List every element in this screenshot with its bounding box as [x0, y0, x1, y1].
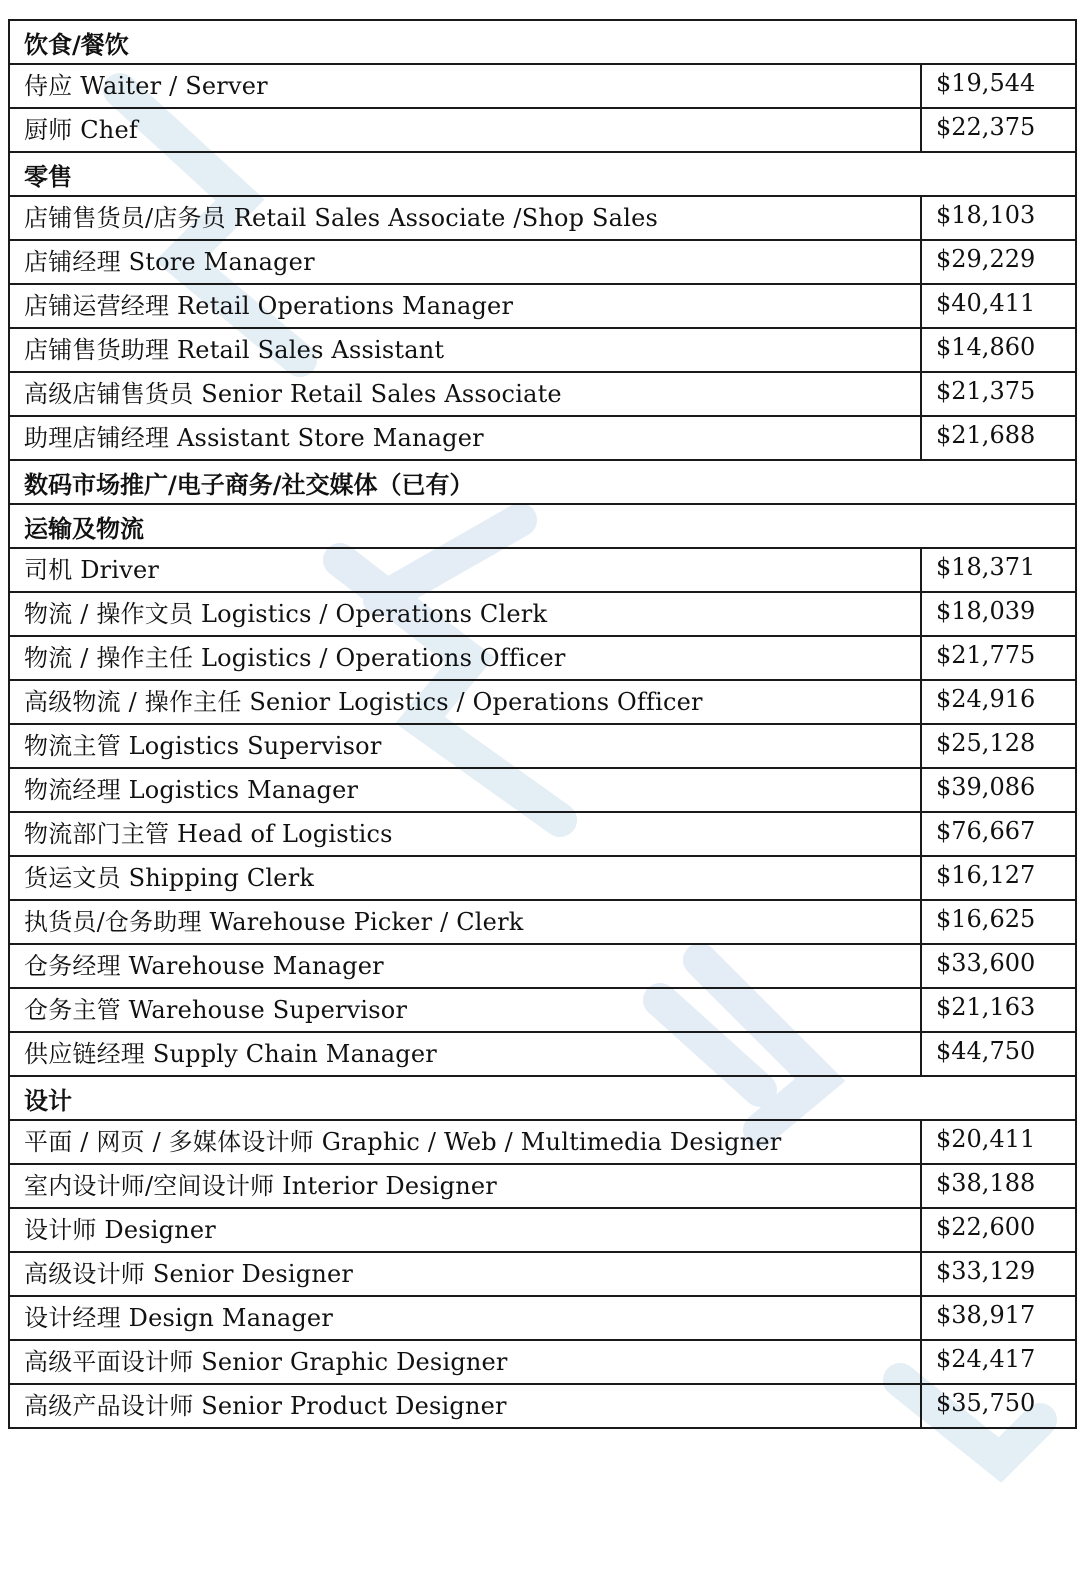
salary-value: $21,688: [921, 416, 1076, 460]
salary-value: $21,163: [921, 988, 1076, 1032]
job-row: [9, 988, 1076, 1032]
salary-value: $24,417: [921, 1340, 1076, 1384]
salary-value: $24,916: [921, 680, 1076, 724]
section-header: 设计: [9, 1076, 1076, 1120]
job-title: 货运文员 Shipping Clerk: [9, 856, 921, 900]
job-row: [9, 812, 1076, 856]
job-title: 助理店铺经理 Assistant Store Manager: [9, 416, 921, 460]
job-row: [9, 900, 1076, 944]
job-row: [9, 64, 1076, 108]
salary-value: $29,229: [921, 240, 1076, 284]
salary-value: $22,600: [921, 1208, 1076, 1252]
job-title: 店铺售货助理 Retail Sales Assistant: [9, 328, 921, 372]
job-row: [9, 548, 1076, 592]
job-row: [9, 1252, 1076, 1296]
job-title: 店铺售货员/店务员 Retail Sales Associate /Shop Sales: [9, 196, 921, 240]
job-title: 物流部门主管 Head of Logistics: [9, 812, 921, 856]
section-header-row: [9, 504, 1076, 548]
job-row: [9, 1120, 1076, 1164]
job-title: 店铺运营经理 Retail Operations Manager: [9, 284, 921, 328]
job-row: [9, 328, 1076, 372]
section-header: 数码市场推广/电子商务/社交媒体（已有）: [9, 460, 1076, 504]
salary-value: $35,750: [921, 1384, 1076, 1428]
section-header: 零售: [9, 152, 1076, 196]
salary-value: $76,667: [921, 812, 1076, 856]
job-title: 厨师 Chef: [9, 108, 921, 152]
salary-table: [8, 19, 1077, 1429]
job-title: 司机 Driver: [9, 548, 921, 592]
job-row: [9, 196, 1076, 240]
section-header-row: [9, 152, 1076, 196]
salary-value: $21,775: [921, 636, 1076, 680]
salary-value: $33,600: [921, 944, 1076, 988]
salary-value: $38,188: [921, 1164, 1076, 1208]
job-title: 室内设计师/空间设计师 Interior Designer: [9, 1164, 921, 1208]
job-row: [9, 856, 1076, 900]
section-header-row: [9, 20, 1076, 64]
job-title: 仓务经理 Warehouse Manager: [9, 944, 921, 988]
job-title: 仓务主管 Warehouse Supervisor: [9, 988, 921, 1032]
salary-value: $20,411: [921, 1120, 1076, 1164]
job-title: 高级产品设计师 Senior Product Designer: [9, 1384, 921, 1428]
job-row: [9, 724, 1076, 768]
salary-value: $21,375: [921, 372, 1076, 416]
job-title: 物流主管 Logistics Supervisor: [9, 724, 921, 768]
salary-value: $19,544: [921, 64, 1076, 108]
job-row: [9, 680, 1076, 724]
salary-value: $14,860: [921, 328, 1076, 372]
job-title: 物流 / 操作主任 Logistics / Operations Officer: [9, 636, 921, 680]
job-title: 平面 / 网页 / 多媒体设计师 Graphic / Web / Multimedia Designer: [9, 1120, 921, 1164]
salary-value: $16,625: [921, 900, 1076, 944]
job-title: 设计经理 Design Manager: [9, 1296, 921, 1340]
salary-value: $39,086: [921, 768, 1076, 812]
salary-value: $38,917: [921, 1296, 1076, 1340]
job-row: [9, 768, 1076, 812]
job-title: 高级平面设计师 Senior Graphic Designer: [9, 1340, 921, 1384]
job-row: [9, 1164, 1076, 1208]
salary-value: $18,103: [921, 196, 1076, 240]
salary-table-body: [9, 20, 1076, 1428]
job-title: 店铺经理 Store Manager: [9, 240, 921, 284]
salary-value: $22,375: [921, 108, 1076, 152]
job-row: [9, 284, 1076, 328]
salary-value: $40,411: [921, 284, 1076, 328]
salary-value: $18,039: [921, 592, 1076, 636]
job-row: [9, 636, 1076, 680]
job-title: 物流 / 操作文员 Logistics / Operations Clerk: [9, 592, 921, 636]
salary-value: $33,129: [921, 1252, 1076, 1296]
job-title: 高级物流 / 操作主任 Senior Logistics / Operations Officer: [9, 680, 921, 724]
job-row: [9, 592, 1076, 636]
job-row: [9, 944, 1076, 988]
job-row: [9, 1340, 1076, 1384]
job-title: 侍应 Waiter / Server: [9, 64, 921, 108]
job-row: [9, 1384, 1076, 1428]
job-row: [9, 372, 1076, 416]
job-row: [9, 1296, 1076, 1340]
salary-value: $18,371: [921, 548, 1076, 592]
salary-value: $25,128: [921, 724, 1076, 768]
job-row: [9, 108, 1076, 152]
job-title: 高级店铺售货员 Senior Retail Sales Associate: [9, 372, 921, 416]
section-header-row: [9, 460, 1076, 504]
job-title: 物流经理 Logistics Manager: [9, 768, 921, 812]
job-title: 高级设计师 Senior Designer: [9, 1252, 921, 1296]
job-title: 供应链经理 Supply Chain Manager: [9, 1032, 921, 1076]
section-header: 饮食/餐饮: [9, 20, 1076, 64]
job-row: [9, 1208, 1076, 1252]
job-row: [9, 1032, 1076, 1076]
section-header: 运输及物流: [9, 504, 1076, 548]
salary-value: $16,127: [921, 856, 1076, 900]
job-row: [9, 416, 1076, 460]
job-title: 设计师 Designer: [9, 1208, 921, 1252]
salary-value: $44,750: [921, 1032, 1076, 1076]
job-row: [9, 240, 1076, 284]
section-header-row: [9, 1076, 1076, 1120]
job-title: 执货员/仓务助理 Warehouse Picker / Clerk: [9, 900, 921, 944]
